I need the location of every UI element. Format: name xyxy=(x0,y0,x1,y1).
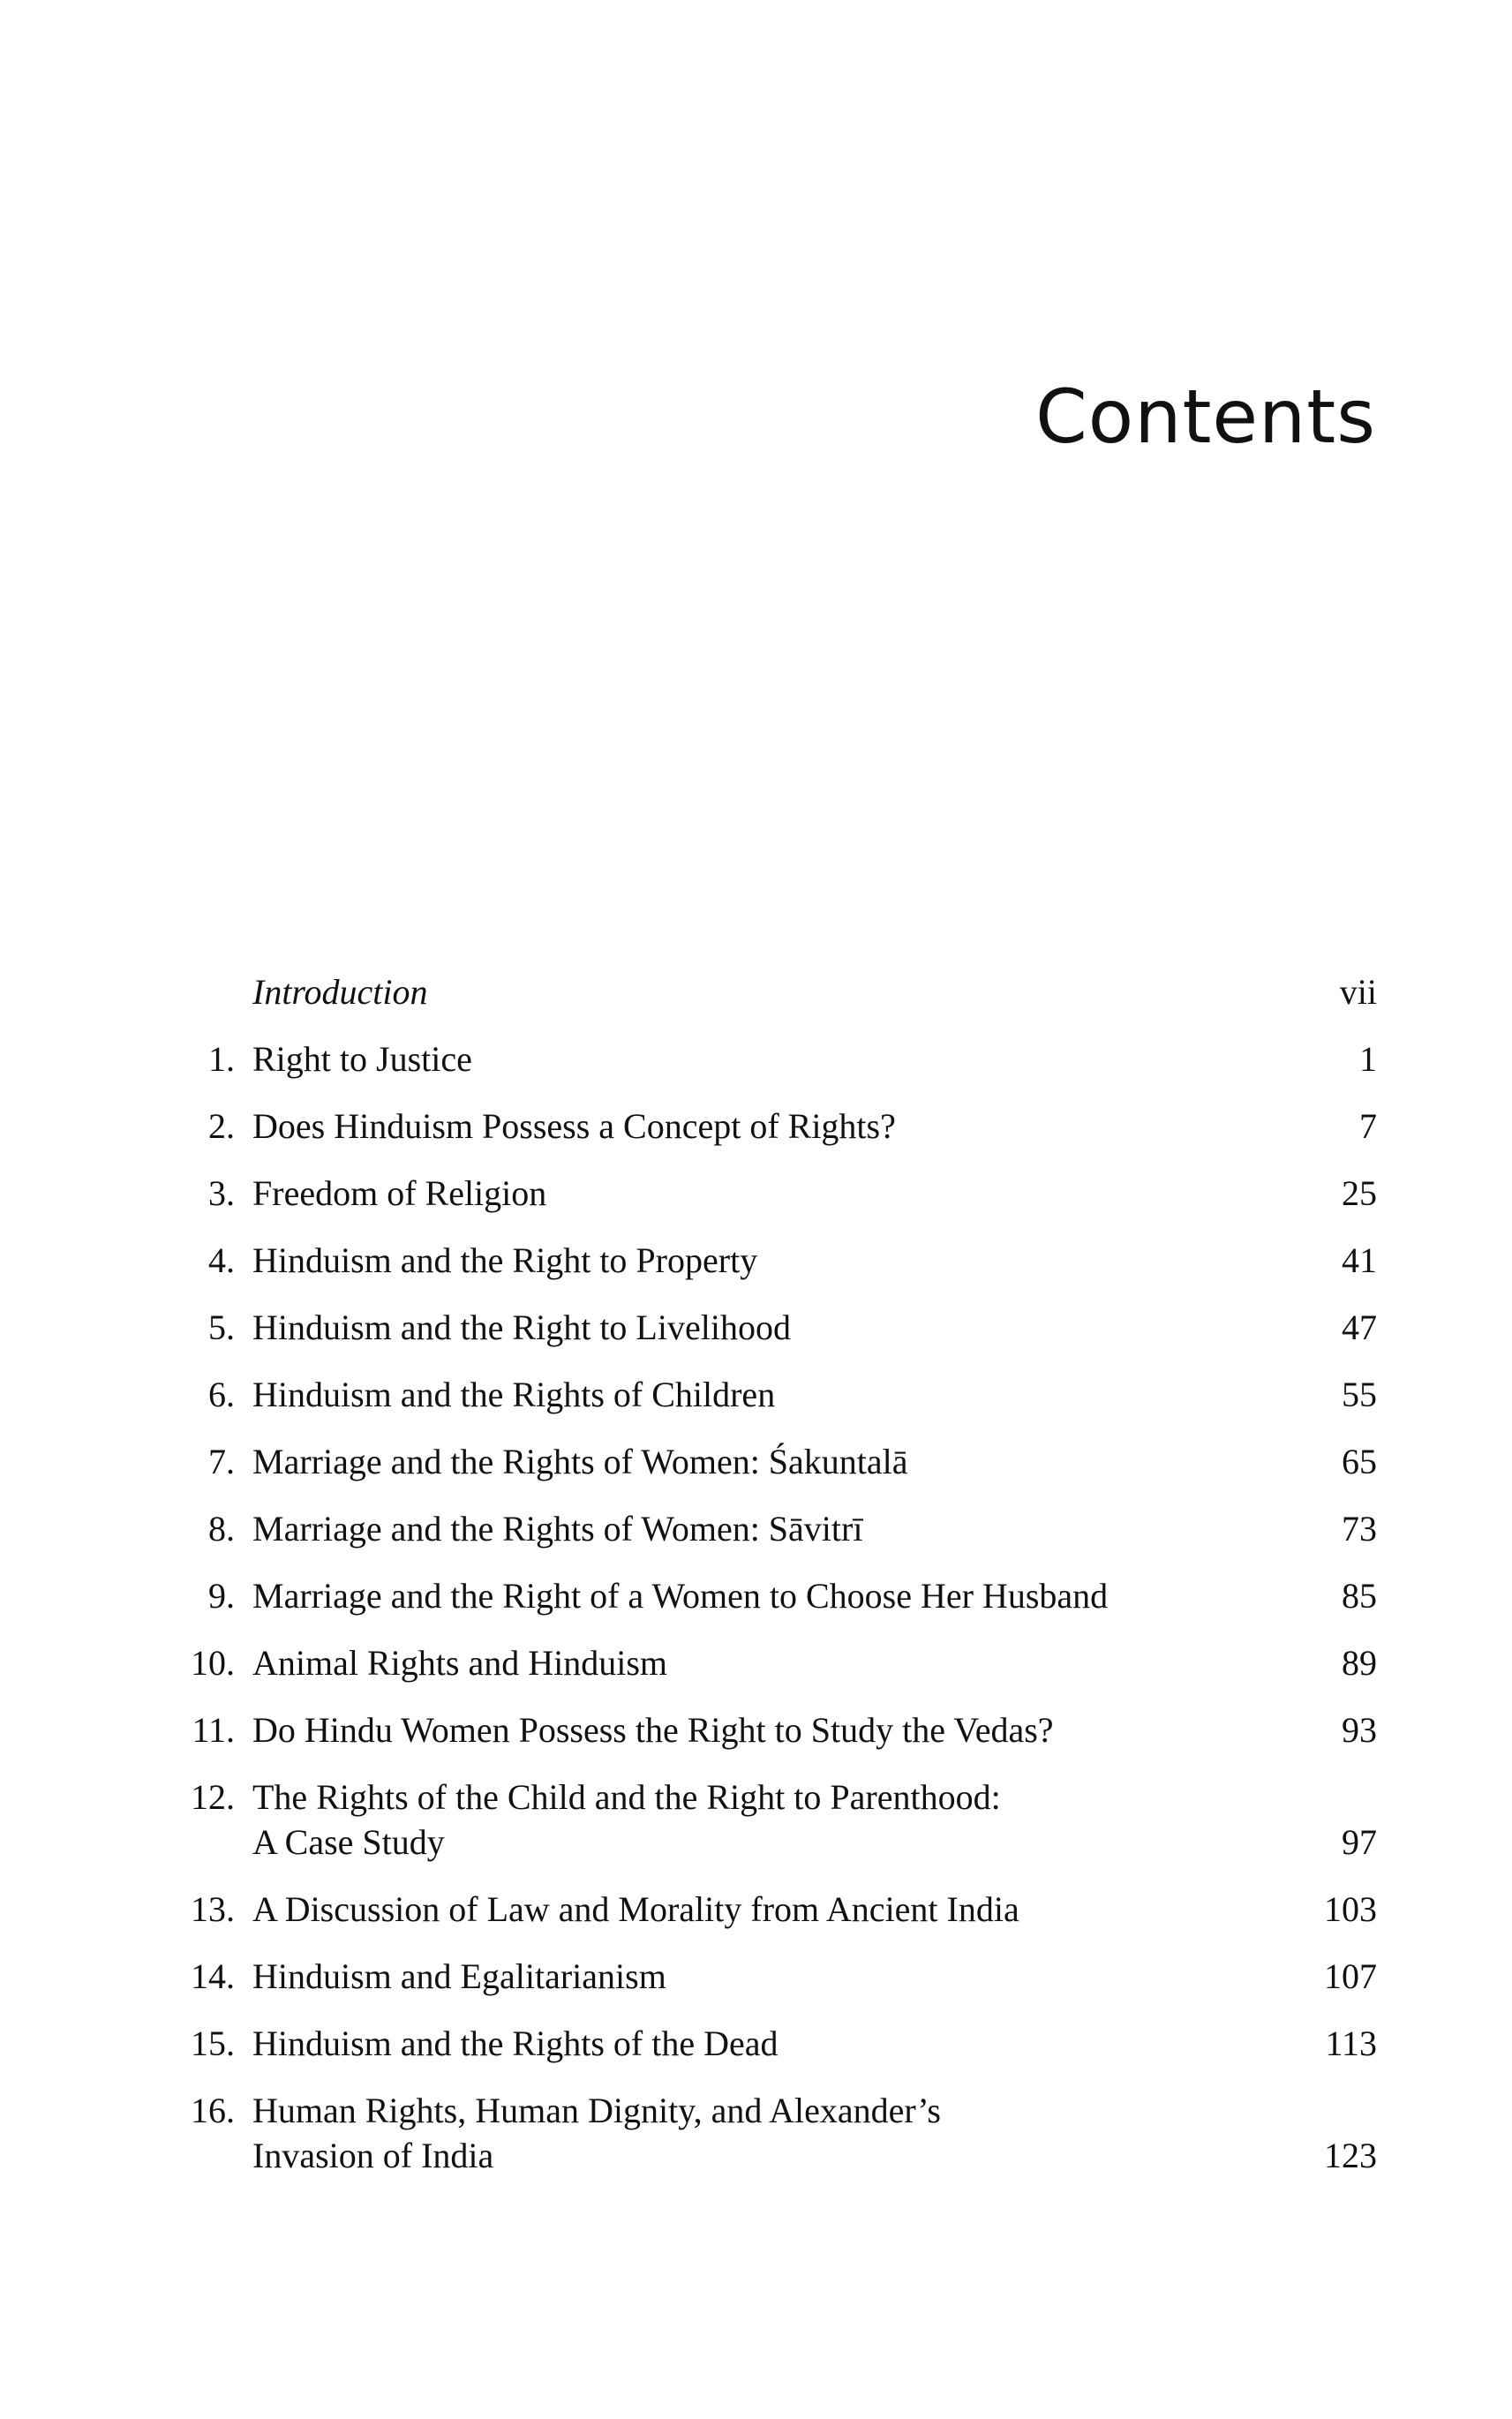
toc-entry-title xyxy=(252,1506,1245,1551)
toc-entry-title xyxy=(252,1640,1245,1685)
toc-entry-title xyxy=(252,1104,1245,1149)
toc-entry-title-line: A Discussion of Law and Morality from Ancient India xyxy=(252,1889,1019,1929)
toc-entry-number: 11. xyxy=(192,1710,235,1750)
toc-entry xyxy=(159,1238,1377,1283)
toc-entry-title-line: Marriage and the Rights of Women: Śakuntalā xyxy=(252,1442,908,1481)
toc-entry xyxy=(159,1775,1377,1865)
toc-entry-number: 4. xyxy=(208,1240,235,1280)
toc-entry-title-line: Freedom of Religion xyxy=(252,1173,547,1213)
toc-entry xyxy=(159,1439,1377,1484)
toc-entry-page: 55 xyxy=(1342,1375,1377,1414)
toc-entry-number: 12. xyxy=(191,1777,235,1817)
toc-entry xyxy=(159,1954,1377,1999)
toc-entry xyxy=(159,1305,1377,1350)
toc-entry-number: 10. xyxy=(191,1643,235,1683)
toc-entry-page: 113 xyxy=(1325,2023,1377,2063)
toc-entry-title xyxy=(252,2021,1245,2066)
toc-entry-page: 25 xyxy=(1342,1173,1377,1213)
toc-entry xyxy=(159,1171,1377,1216)
toc-entry-title-line: Right to Justice xyxy=(252,1039,472,1079)
toc-entry-number: 2. xyxy=(208,1106,235,1146)
toc-entry-page: 1 xyxy=(1359,1039,1377,1079)
toc-entry-number: 9. xyxy=(208,1576,235,1616)
toc-entry-number: 13. xyxy=(191,1889,235,1929)
toc-entry-page: 97 xyxy=(1342,1822,1377,1862)
toc-entry-title-line: Human Rights, Human Dignity, and Alexander’s xyxy=(252,2091,941,2130)
toc-entry-page: vii xyxy=(1339,972,1377,1012)
toc-entry-title xyxy=(252,1305,1245,1350)
toc-entry-title-line: Animal Rights and Hinduism xyxy=(252,1643,667,1683)
toc-entry-title-line: Hinduism and Egalitarianism xyxy=(252,1956,666,1996)
toc-entry-title-line: A Case Study xyxy=(252,1822,445,1862)
toc-entry-title xyxy=(252,1775,1245,1865)
toc-entry xyxy=(159,1887,1377,1932)
toc-entry xyxy=(159,1372,1377,1417)
toc-entry-title-line: Does Hinduism Possess a Concept of Rights? xyxy=(252,1106,896,1146)
table-of-contents xyxy=(159,969,1377,2200)
toc-entry-title-line: Hinduism and the Rights of the Dead xyxy=(252,2023,779,2063)
toc-entry xyxy=(159,1036,1377,1081)
toc-entry-page: 7 xyxy=(1359,1106,1377,1146)
toc-entry xyxy=(159,1707,1377,1752)
toc-entry-title xyxy=(252,1372,1245,1417)
toc-entry-title xyxy=(252,1573,1245,1618)
toc-entry xyxy=(159,1506,1377,1551)
toc-entry-page: 123 xyxy=(1324,2136,1377,2175)
toc-entry-title-line: Do Hindu Women Possess the Right to Study the Vedas? xyxy=(252,1710,1054,1750)
toc-entry-title xyxy=(252,1954,1245,1999)
toc-entry-number: 1. xyxy=(208,1039,235,1079)
toc-entry-number: 15. xyxy=(191,2023,235,2063)
toc-entry-number: 8. xyxy=(208,1509,235,1549)
toc-entry-number: 6. xyxy=(208,1375,235,1414)
toc-entry-title-line: The Rights of the Child and the Right to Parenthood: xyxy=(252,1777,1001,1817)
toc-entry-page: 93 xyxy=(1342,1710,1377,1750)
toc-entry-title xyxy=(252,2088,1245,2178)
toc-entry-page: 103 xyxy=(1324,1889,1377,1929)
toc-entry-number: 5. xyxy=(208,1307,235,1347)
toc-entry-title-line: Hinduism and the Rights of Children xyxy=(252,1375,776,1414)
toc-entry-title-line: Marriage and the Right of a Women to Choose Her Husband xyxy=(252,1576,1109,1616)
toc-entry-page: 85 xyxy=(1342,1576,1377,1616)
toc-entry-number: 16. xyxy=(191,2091,235,2130)
toc-entry-page: 73 xyxy=(1342,1509,1377,1549)
toc-entry-title-line: Hinduism and the Right to Property xyxy=(252,1240,758,1280)
toc-entry-title xyxy=(252,1238,1245,1283)
toc-entry xyxy=(159,2021,1377,2066)
toc-entry-number: 7. xyxy=(208,1442,235,1481)
toc-entry-page: 65 xyxy=(1342,1442,1377,1481)
chapter-list xyxy=(159,1036,1377,2178)
toc-entry-page: 41 xyxy=(1342,1240,1377,1280)
toc-entry-title xyxy=(252,1171,1245,1216)
toc-entry-introduction xyxy=(159,969,1377,1014)
toc-entry xyxy=(159,2088,1377,2178)
toc-entry-page: 107 xyxy=(1324,1956,1377,1996)
toc-entry-page: 89 xyxy=(1342,1643,1377,1683)
toc-entry xyxy=(159,1104,1377,1149)
toc-entry-number: 3. xyxy=(208,1173,235,1213)
toc-entry-title: Introduction xyxy=(252,972,428,1012)
toc-entry-title xyxy=(252,1036,1245,1081)
toc-entry xyxy=(159,1573,1377,1618)
toc-entry-title-line: Invasion of India xyxy=(252,2136,494,2175)
toc-entry-title-line: Hinduism and the Right to Livelihood xyxy=(252,1307,791,1347)
page-title: Contents xyxy=(1035,373,1376,460)
toc-entry-title-line: Marriage and the Rights of Women: Sāvitrī xyxy=(252,1509,863,1549)
toc-entry-title xyxy=(252,1439,1245,1484)
toc-entry-title xyxy=(252,1707,1245,1752)
toc-entry-number: 14. xyxy=(191,1956,235,1996)
toc-entry-title xyxy=(252,1887,1245,1932)
toc-entry xyxy=(159,1640,1377,1685)
toc-entry-page: 47 xyxy=(1342,1307,1377,1347)
